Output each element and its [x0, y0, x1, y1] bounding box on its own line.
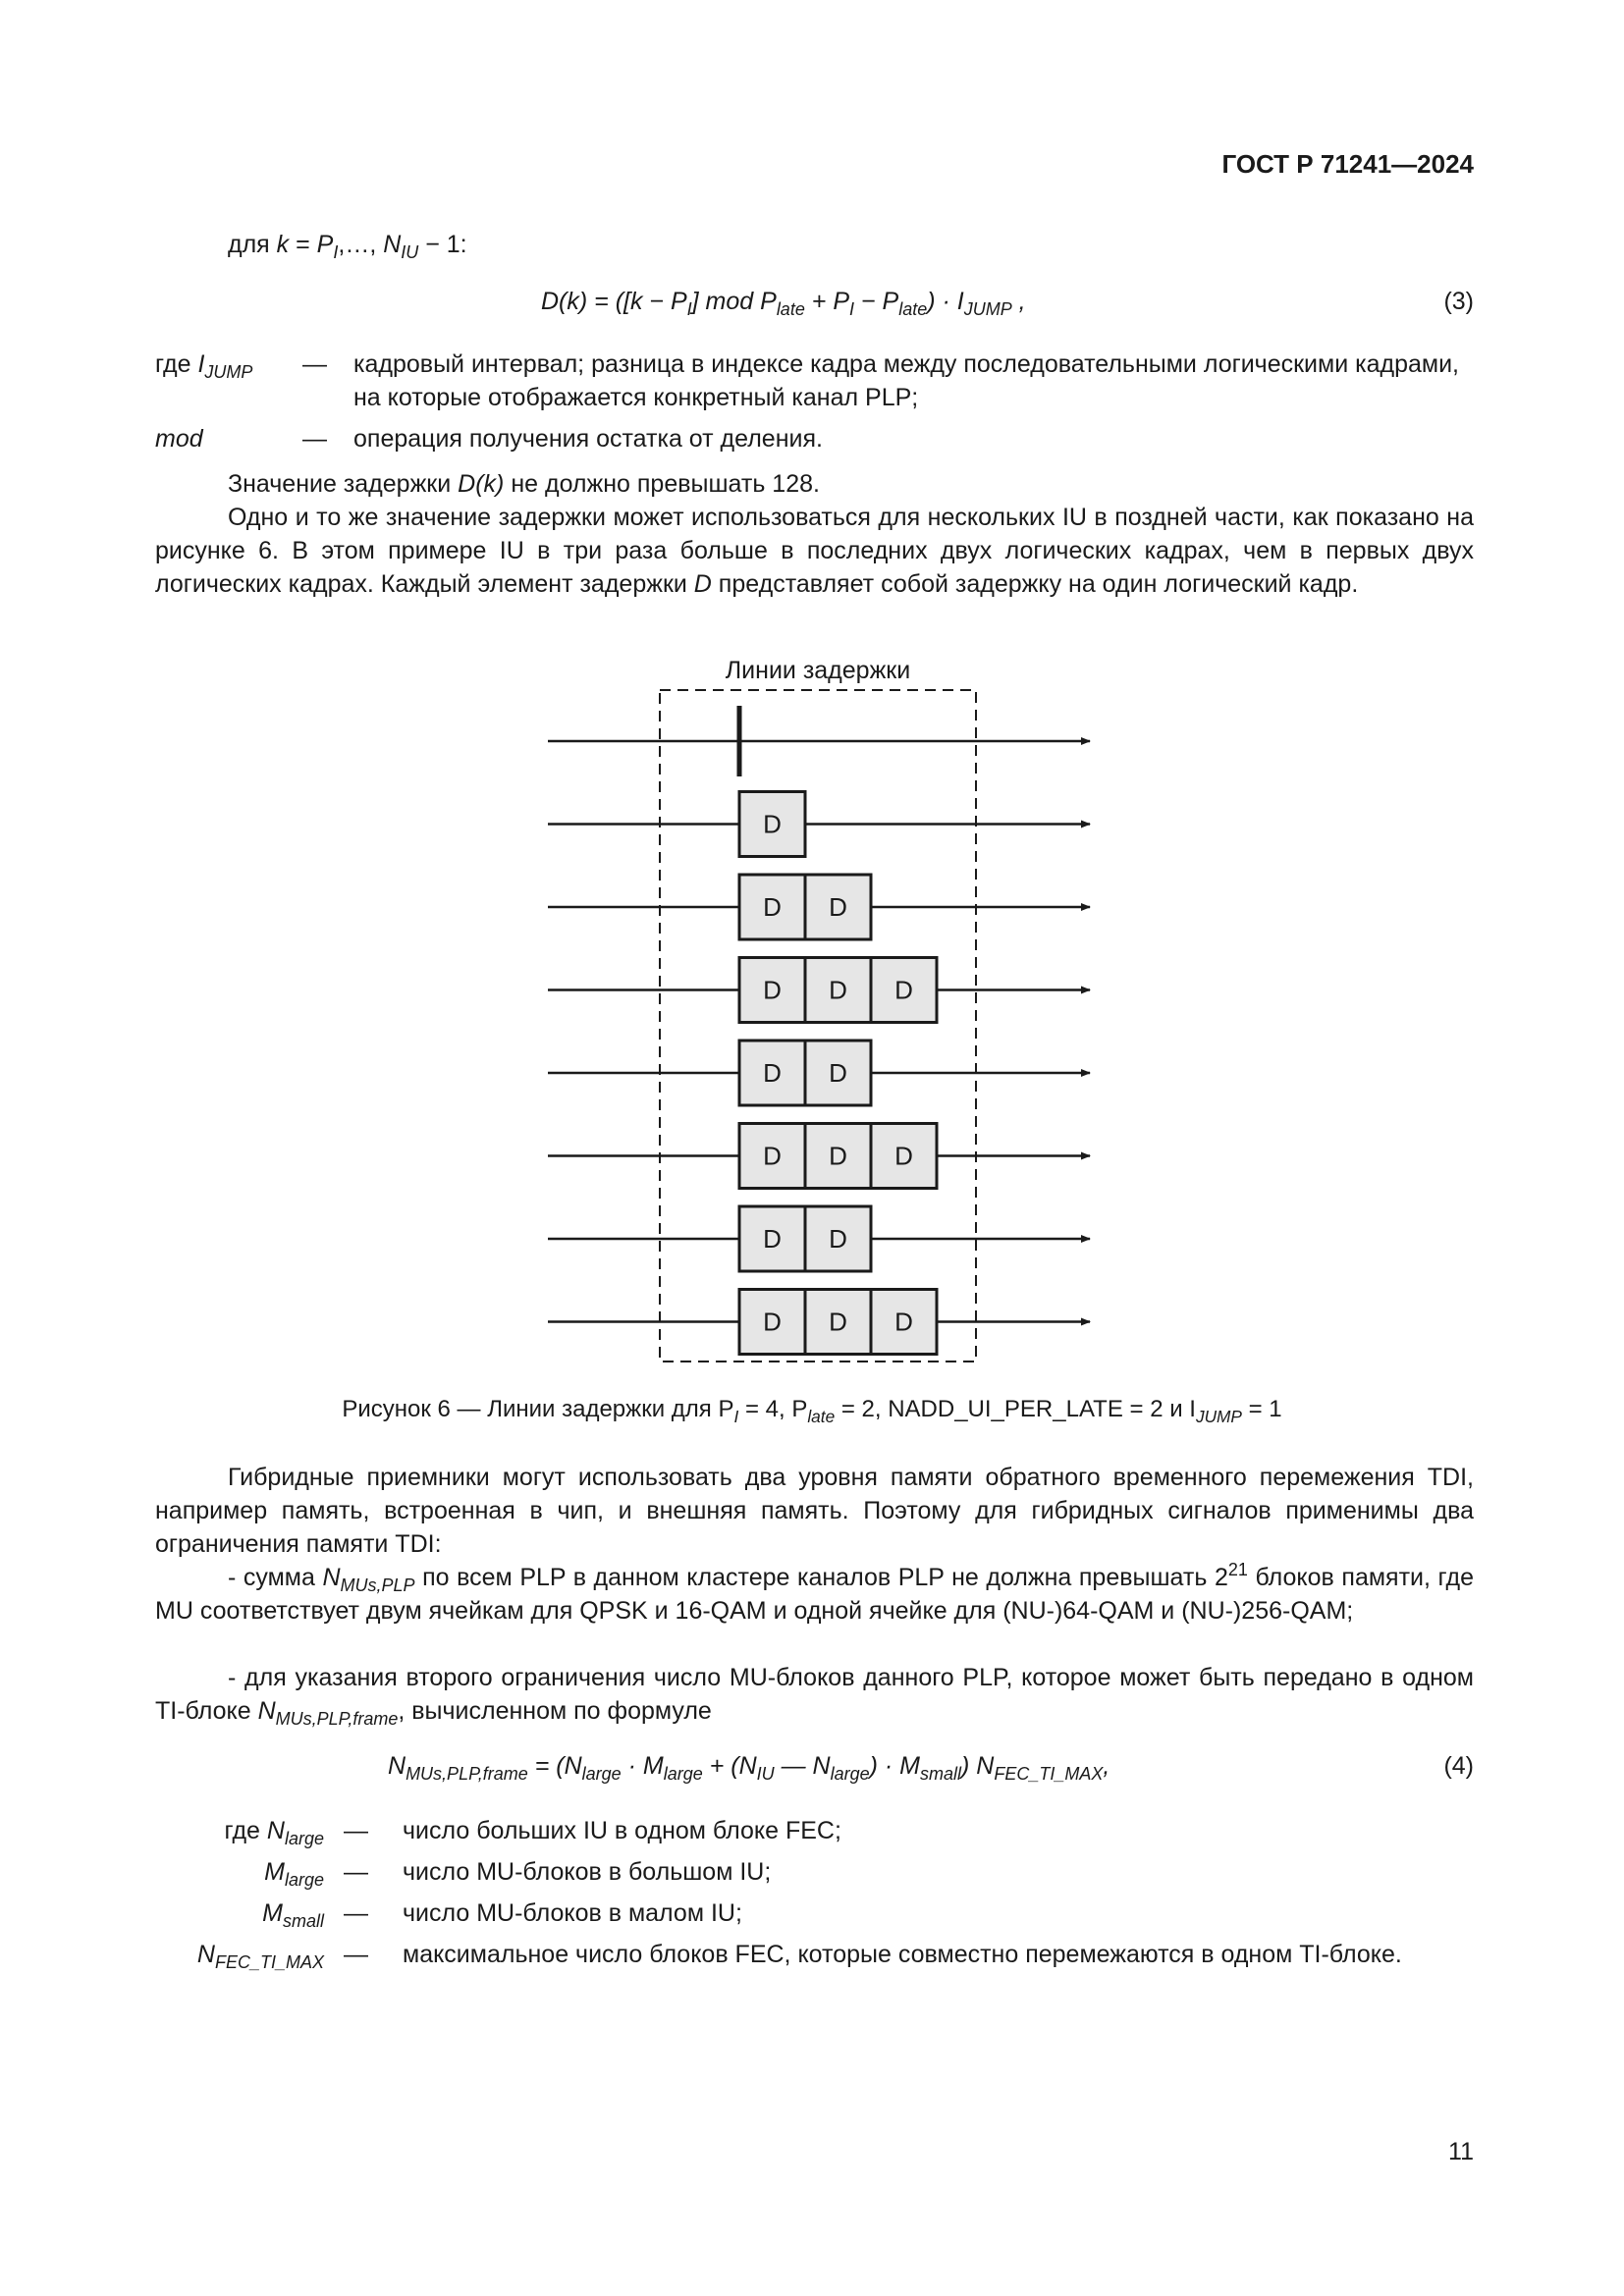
bullet-text: - для указания второго ограничения число MU-блоков данного PLP, которое может быть передано в одном TI-блоке: [155, 1664, 1474, 1725]
delay-block-label: D: [829, 975, 847, 1005]
formula-4-part: ) · M: [869, 1752, 920, 1780]
delay-block-label: D: [763, 892, 782, 922]
definition-text: число больших IU в одном блоке FEC;: [403, 1817, 841, 1844]
delay-block-label: D: [829, 1058, 847, 1088]
formula-3-part: D(k) = ([k − P: [541, 288, 687, 315]
definition-symbol: M: [264, 1858, 285, 1886]
formula-4-sub: large: [663, 1764, 703, 1784]
caption-text: = 4, P: [738, 1396, 808, 1422]
definition-symbol-sub: large: [284, 1870, 324, 1890]
definitions-2: [155, 1814, 1474, 1971]
definition-term: [155, 1855, 324, 1889]
formula-4-part: N: [388, 1752, 406, 1780]
figure-caption: [0, 1393, 1624, 1426]
caption-sub: JUMP: [1195, 1407, 1242, 1426]
formula-3-sub: JUMP: [963, 299, 1012, 319]
intro-rest: ,…,: [338, 231, 384, 258]
definition-symbol-sub: small: [282, 1911, 324, 1931]
formula-4-sub: IU: [756, 1764, 775, 1784]
delay-block-label: D: [763, 975, 782, 1005]
paragraph-symbol: D(k): [458, 470, 505, 498]
paragraph-text: не должно превышать 128.: [504, 470, 820, 498]
bullet-symbol: N: [322, 1564, 341, 1591]
definition-prefix: где: [155, 350, 198, 378]
delay-block-label: D: [894, 1307, 913, 1337]
intro-n: N: [383, 231, 402, 258]
definition-dash: —: [344, 1817, 368, 1844]
caption-sub: late: [807, 1407, 836, 1426]
paragraph-text: Значение задержки: [228, 470, 459, 498]
intro-p-sub: I: [333, 242, 339, 262]
formula-4-part: · M: [621, 1752, 664, 1780]
intro-tail: − 1:: [418, 231, 467, 258]
intro-prefix: для: [228, 231, 277, 258]
delay-block-label: D: [763, 1224, 782, 1254]
formula-4-sub: MUs,PLP,frame: [406, 1764, 528, 1784]
bullet-text: , вычисленном по формуле: [398, 1697, 712, 1725]
definition-symbol: N: [196, 1941, 215, 1968]
definition-row: [155, 1938, 1474, 1971]
bullet-symbol-sub: MUs,PLP,frame: [275, 1709, 399, 1729]
formula-3-sub: I: [849, 299, 855, 319]
formula-3-sub: I: [686, 299, 692, 319]
definition-symbol: M: [262, 1899, 283, 1927]
document-header: ГОСТ Р 71241—2024: [1221, 149, 1474, 179]
definition-row: [155, 1814, 1474, 1847]
delay-block-label: D: [829, 1141, 847, 1171]
definition-text: кадровый интервал; разница в индексе кадра между последовательными логическими кадрами, на которые отображается конкретный канал PLP;: [353, 350, 1459, 411]
definition-term: [155, 1938, 324, 1971]
bullet-sup: 21: [1227, 1560, 1248, 1579]
delay-block-label: D: [763, 1307, 782, 1337]
formula-3-sub: late: [898, 299, 928, 319]
formula-3-part: ] mod P: [691, 288, 777, 315]
intro-p: P: [316, 231, 334, 258]
delay-rows: [548, 706, 1090, 1355]
formula-4-part: — N: [774, 1752, 831, 1780]
formula-3-part: + P: [804, 288, 850, 315]
delay-block-label: D: [763, 1141, 782, 1171]
definition-dash: —: [302, 425, 327, 453]
bullet-text: по всем PLP в данном кластере каналов PLP не должна превышать 2: [414, 1564, 1228, 1591]
definition-symbol: mod: [155, 425, 203, 453]
definition-symbol: N: [266, 1817, 285, 1844]
definition-row: [155, 1855, 1474, 1889]
caption-text: = 2, NADD_UI_PER_LATE = 2 и I: [835, 1396, 1196, 1422]
formula-4-part: ,: [1103, 1752, 1110, 1780]
caption-text: Рисунок 6 — Линии задержки для P: [342, 1396, 734, 1422]
definition-dash: —: [302, 350, 327, 378]
definition-dash: —: [344, 1941, 368, 1968]
formula-3-part: − P: [854, 288, 899, 315]
formula-4: [388, 1749, 1110, 1783]
formula-3-part: ) · I: [927, 288, 964, 315]
paragraph-hybrid: Гибридные приемники могут использовать два уровня памяти обратного временного перемежения TDI, например память, встроенная в чип, и внешняя память. Поэтому для гибридных сигналов применимы два ограничения памяти TDI:: [155, 1464, 1474, 1558]
delay-block-label: D: [829, 892, 847, 922]
formula-4-number: (4): [1443, 1752, 1474, 1780]
bullet-second-limit: [155, 1661, 1474, 1728]
delay-block-label: D: [829, 1307, 847, 1337]
paragraph-text: Одно и то же значение задержки может использоваться для нескольких IU в поздней части, как показано на рисунке 6. В этом примере IU в три раза больше в последних двух логических кадрах, чем в первых двух логических кадрах. Каждый элемент задержки: [155, 504, 1474, 598]
bullet-symbol-sub: MUs,PLP: [340, 1575, 415, 1595]
definition-text: максимальное число блоков FEC, которые совместно перемежаются в одном TI-блоке.: [403, 1941, 1402, 1968]
formula-4-sub: large: [830, 1764, 870, 1784]
bullet-symbol: N: [257, 1697, 276, 1725]
definition-dash: —: [344, 1858, 368, 1886]
definition-symbol-sub: FEC_TI_MAX: [214, 1952, 324, 1972]
bullet-text: блоков памяти, где MU соответствует двум ячейкам для QPSK и 16-QAM и одной ячейке для (NU-)64-QAM и (NU-)256-QAM;: [155, 1564, 1474, 1625]
formula-4-sub: large: [581, 1764, 622, 1784]
paragraph-text: представляет собой задержку на один логический кадр.: [711, 570, 1359, 598]
definition-dash: —: [344, 1899, 368, 1927]
definition-term: [155, 1896, 324, 1930]
formula-4-part: ) N: [961, 1752, 995, 1780]
formula-4-part: + (N: [702, 1752, 757, 1780]
definition-symbol: I: [197, 350, 205, 378]
delay-block-label: D: [763, 809, 782, 839]
formula-4-sub: FEC_TI_MAX: [994, 1764, 1104, 1784]
definition-text: операция получения остатка от деления.: [353, 425, 823, 453]
figure-title: Линии задержки: [725, 657, 911, 684]
delay-block-label: D: [894, 975, 913, 1005]
delay-block-label: D: [894, 1141, 913, 1171]
definition-symbol-sub: JUMP: [204, 362, 253, 382]
formula-3-part: ,: [1011, 288, 1026, 315]
caption-text: = 1: [1241, 1396, 1282, 1422]
bullet-memory-sum: [155, 1561, 1474, 1628]
definition-term: [155, 1814, 324, 1847]
definition-row: [155, 1896, 1474, 1930]
formula-3-number: (3): [1443, 288, 1474, 315]
formula-4-part: = (N: [527, 1752, 582, 1780]
definition-symbol-sub: large: [284, 1829, 324, 1848]
delay-block-label: D: [829, 1224, 847, 1254]
formula-3-sub: late: [776, 299, 805, 319]
bullet-text: - сумма: [228, 1564, 323, 1591]
intro-k: k: [276, 231, 290, 258]
definition-text: число MU-блоков в большом IU;: [403, 1858, 772, 1886]
page-number: 11: [1448, 2138, 1474, 2165]
formula-4-sub: small: [920, 1764, 962, 1784]
intro-n-sub: IU: [401, 242, 419, 262]
intro-eq: =: [289, 231, 317, 258]
caption-sub: I: [733, 1407, 739, 1426]
definition-text: число MU-блоков в малом IU;: [403, 1899, 742, 1927]
delay-block-label: D: [763, 1058, 782, 1088]
definition-prefix: где: [224, 1817, 267, 1844]
paragraph-symbol: D: [693, 570, 712, 598]
